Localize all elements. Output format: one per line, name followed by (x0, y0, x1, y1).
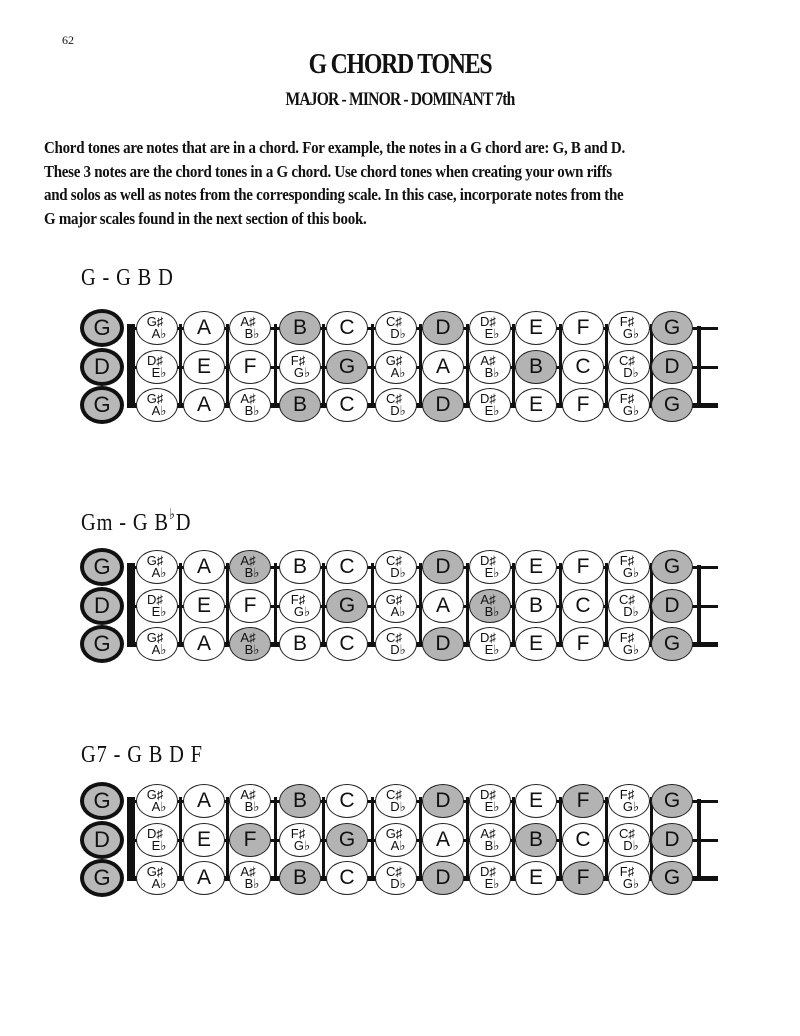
chord-tone-note: G (651, 550, 693, 584)
chord-name: Gm (81, 510, 114, 536)
open-string-note: G (80, 782, 124, 820)
fret-note: D♯ E♭ (136, 350, 178, 384)
fret-note: F (562, 550, 604, 584)
fret-line (179, 324, 182, 408)
fret-line (179, 563, 182, 647)
nut (127, 797, 135, 881)
fret-line (274, 797, 277, 881)
chord-name: G7 (81, 742, 108, 768)
fret-note: F (562, 388, 604, 422)
fret-note: C (326, 550, 368, 584)
fretboard-g7 (0, 783, 800, 903)
flat-icon: ♭ (168, 507, 176, 523)
fret-note: C (326, 388, 368, 422)
fret-note: E (515, 627, 557, 661)
chord-tone-note: A♯ B♭ (229, 627, 271, 661)
fret-note: D♯ E♭ (469, 311, 511, 345)
fret-note: A (183, 784, 225, 818)
fret-note: C♯ D♭ (608, 350, 650, 384)
fret-note: E (183, 823, 225, 857)
fret-note: F♯ G♭ (279, 589, 321, 623)
fret-note: D♯ E♭ (469, 627, 511, 661)
fret-line (322, 563, 325, 647)
fret-line (274, 324, 277, 408)
chord-notes: G B (132, 510, 169, 536)
fret-note: A♯ B♭ (229, 784, 271, 818)
fret-note: C (562, 823, 604, 857)
fret-line (179, 797, 182, 881)
chord-tone-note: B (279, 311, 321, 345)
fret-note: A (422, 589, 464, 623)
intro-line: These 3 notes are the chord tones in a G chord. Use chord tones when creating your own riffs (44, 161, 612, 181)
chord-notes: G B D (116, 265, 174, 291)
chord-label-g-major (81, 265, 174, 292)
open-string-note: G (80, 309, 124, 347)
fretboard-g-major (0, 310, 800, 430)
open-string-note: G (80, 548, 124, 586)
fret-note: F (229, 589, 271, 623)
page-title: G CHORD TONES (308, 48, 492, 80)
chord-tone-note: F (562, 784, 604, 818)
fret-line (274, 563, 277, 647)
fret-note: C♯ D♭ (375, 627, 417, 661)
chord-tone-note: B (515, 823, 557, 857)
fret-note: C (562, 589, 604, 623)
open-string-note: G (80, 859, 124, 897)
fret-note: G♯ A♭ (136, 627, 178, 661)
fret-note: G♯ A♭ (375, 589, 417, 623)
intro-line: and solos as well as notes from the corresponding scale. In this case, incorporate notes from the (44, 185, 624, 204)
chord-tone-note: A♯ B♭ (469, 589, 511, 623)
fret-note: B (279, 627, 321, 661)
fret-note: G♯ A♭ (136, 784, 178, 818)
fret-note: C♯ D♭ (375, 861, 417, 895)
fret-note: F (229, 350, 271, 384)
fret-note: F♯ G♭ (608, 784, 650, 818)
chord-tone-note: D (422, 784, 464, 818)
fret-note: D♯ E♭ (469, 861, 511, 895)
fret-note: F♯ G♭ (279, 350, 321, 384)
fretboard-g-minor (0, 549, 800, 669)
nut (127, 324, 135, 408)
fret-note: C♯ D♭ (375, 784, 417, 818)
chord-tone-note: F (562, 861, 604, 895)
intro-line: G major scales found in the next section of this book. (44, 208, 367, 228)
page-subtitle: MAJOR - MINOR - DOMINANT 7th (285, 89, 515, 110)
fret-note: A♯ B♭ (229, 861, 271, 895)
fret-note: D♯ E♭ (469, 388, 511, 422)
chord-tone-note: G (326, 350, 368, 384)
fret-note: A (183, 311, 225, 345)
chord-tone-note: D (422, 627, 464, 661)
chord-label-g-minor (81, 507, 191, 537)
fret-note: C♯ D♭ (375, 550, 417, 584)
chord-tone-note: D (651, 823, 693, 857)
fret-line (371, 797, 374, 881)
fret-note: F♯ G♭ (608, 311, 650, 345)
chord-tone-note: D (651, 350, 693, 384)
fret-note: G♯ A♭ (375, 823, 417, 857)
fret-note: A (183, 627, 225, 661)
end-bar (697, 799, 701, 881)
fret-note: G♯ A♭ (136, 311, 178, 345)
fret-note: A (183, 388, 225, 422)
fret-note: B (279, 550, 321, 584)
fret-note: E (183, 350, 225, 384)
fret-note: C (326, 861, 368, 895)
open-string-note: G (80, 386, 124, 424)
chord-notes: D (175, 510, 192, 536)
chord-tone-note: A♯ B♭ (229, 550, 271, 584)
fret-line (322, 797, 325, 881)
fret-note: C (326, 784, 368, 818)
intro-line: Chord tones are notes that are in a chord. For example, the notes in a G chord are: G, B and D. (44, 138, 625, 157)
chord-label-g7 (81, 742, 203, 769)
chord-tone-note: G (326, 823, 368, 857)
chord-tone-note: B (279, 861, 321, 895)
fret-note: D♯ E♭ (136, 823, 178, 857)
chord-sep: - (96, 265, 117, 291)
chord-tone-note: G (651, 627, 693, 661)
page-number: 62 (62, 33, 74, 47)
fret-note: F♯ G♭ (608, 861, 650, 895)
chord-sep: - (107, 742, 128, 768)
fret-note: G♯ A♭ (136, 861, 178, 895)
chord-tone-note: D (422, 550, 464, 584)
fret-note: A (422, 350, 464, 384)
chord-tone-note: F (229, 823, 271, 857)
nut (127, 563, 135, 647)
chord-sep: - (113, 510, 133, 536)
end-bar (697, 565, 701, 647)
fret-note: E (515, 550, 557, 584)
fret-note: G♯ A♭ (136, 550, 178, 584)
chord-notes: G B D F (127, 742, 203, 768)
chord-tone-note: D (422, 388, 464, 422)
fret-line (371, 324, 374, 408)
fret-note: F♯ G♭ (279, 823, 321, 857)
chord-tone-note: D (422, 311, 464, 345)
fret-note: A (422, 823, 464, 857)
open-string-note: D (80, 587, 124, 625)
fret-note: G♯ A♭ (375, 350, 417, 384)
open-string-note: D (80, 821, 124, 859)
intro-paragraph (44, 136, 713, 230)
fret-note: G♯ A♭ (136, 388, 178, 422)
fret-note: C♯ D♭ (608, 589, 650, 623)
chord-tone-note: D (651, 589, 693, 623)
fret-note: D♯ E♭ (136, 589, 178, 623)
chord-tone-note: G (651, 861, 693, 895)
fret-note: E (515, 861, 557, 895)
fret-note: C♯ D♭ (375, 311, 417, 345)
fret-line (322, 324, 325, 408)
chord-tone-note: B (515, 350, 557, 384)
fret-note: D♯ E♭ (469, 784, 511, 818)
fret-note: C♯ D♭ (608, 823, 650, 857)
fret-note: D♯ E♭ (469, 550, 511, 584)
end-bar (697, 326, 701, 408)
chord-tone-note: G (326, 589, 368, 623)
fret-note: B (515, 589, 557, 623)
chord-tone-note: B (279, 784, 321, 818)
chord-tone-note: G (651, 311, 693, 345)
fret-note: F♯ G♭ (608, 388, 650, 422)
chord-tone-note: G (651, 388, 693, 422)
fret-note: A♯ B♭ (469, 823, 511, 857)
chord-tone-note: D (422, 861, 464, 895)
fret-note: C (326, 311, 368, 345)
fret-note: A (183, 861, 225, 895)
fret-note: C♯ D♭ (375, 388, 417, 422)
fret-note: F (562, 627, 604, 661)
fret-note: F♯ G♭ (608, 550, 650, 584)
fret-note: E (515, 784, 557, 818)
fret-note: A♯ B♭ (229, 388, 271, 422)
chord-tone-note: B (279, 388, 321, 422)
fret-note: E (515, 311, 557, 345)
fret-note: E (183, 589, 225, 623)
fret-note: F♯ G♭ (608, 627, 650, 661)
fret-note: A (183, 550, 225, 584)
fret-note: F (562, 311, 604, 345)
fret-note: C (326, 627, 368, 661)
chord-tone-note: G (651, 784, 693, 818)
fret-note: C (562, 350, 604, 384)
chord-name: G (81, 265, 97, 291)
open-string-note: G (80, 625, 124, 663)
fret-note: A♯ B♭ (469, 350, 511, 384)
fret-note: A♯ B♭ (229, 311, 271, 345)
open-string-note: D (80, 348, 124, 386)
fret-line (371, 563, 374, 647)
fret-note: E (515, 388, 557, 422)
